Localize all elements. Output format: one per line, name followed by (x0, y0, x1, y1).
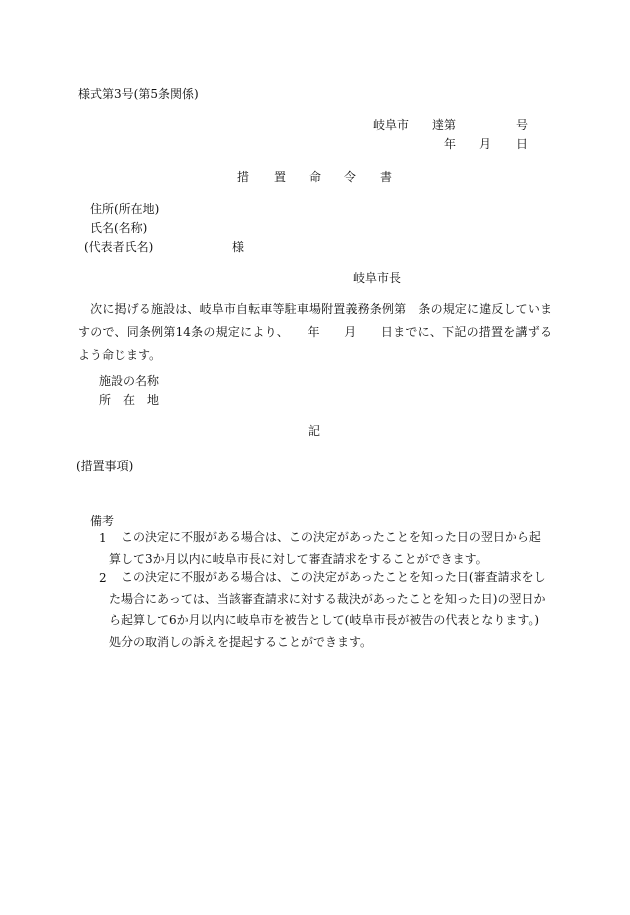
address-label: 住所(所在地) (90, 202, 160, 216)
remark-text: この決定に不服がある場合は、この決定があったことを知った日の翌日から起算して3か月以内に岐阜市長に対して審査請求をすることができます。 (109, 530, 541, 566)
title-char: 書 (380, 170, 393, 184)
form-label: 様式第3号(第5条関係) (78, 87, 199, 101)
representative-label: (代表者氏名) (84, 240, 154, 254)
remarks-heading: 備考 (90, 514, 115, 528)
header-day: 日 (516, 137, 529, 151)
issuer: 岐阜市長 (353, 271, 402, 285)
header-city: 岐阜市 (373, 118, 410, 132)
header-go: 号 (516, 118, 529, 132)
header-year: 年 (444, 137, 457, 151)
header-tatsu: 達第 (432, 118, 457, 132)
title-char: 命 (309, 170, 322, 184)
facility-location-label: 所 在 地 (99, 393, 160, 407)
title-char: 令 (344, 170, 357, 184)
measures-label: (措置事項) (76, 459, 134, 473)
header-month: 月 (479, 137, 492, 151)
remark-number: 1 (99, 531, 107, 545)
body-paragraph: 次に掲げる施設は、岐阜市自転車等駐車場附置義務条例第 条の規定に違反していますので、同条例第14条の規定により、 年 月 日までに、下記の措置を講ずるよう命じます。 (78, 302, 552, 362)
honorific: 様 (232, 240, 245, 254)
title-char: 措 (237, 170, 250, 184)
remark-text: この決定に不服がある場合は、この決定があったことを知った日(審査請求をした場合にあっては、当該審査請求に対する裁決があったことを知った日)の翌日から起算して6か月以内に岐阜市を被告として(岐阜市長が被告の代表となります。)処分の取消しの訴えを提起することができます。 (109, 570, 546, 649)
ki-mark: 記 (308, 424, 321, 438)
remark-number: 2 (99, 571, 107, 585)
name-label: 氏名(名称) (90, 221, 148, 235)
facility-name-label: 施設の名称 (99, 374, 160, 388)
title-char: 置 (274, 170, 287, 184)
